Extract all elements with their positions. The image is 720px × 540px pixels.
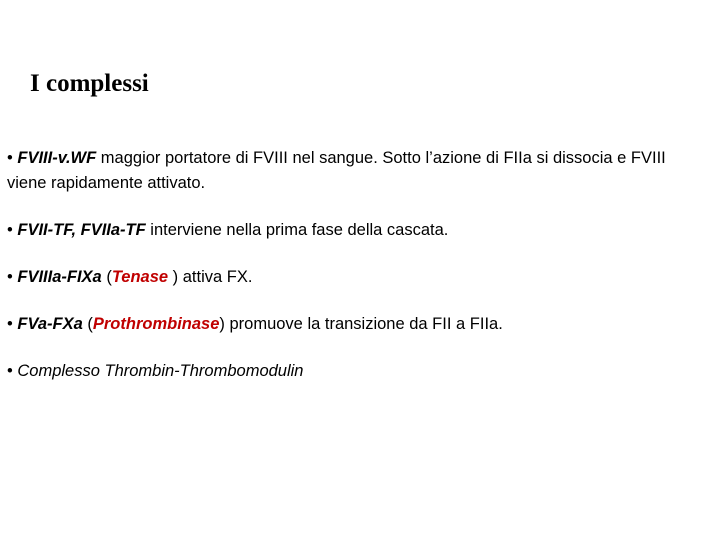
highlight-term: Prothrombinase (92, 315, 220, 333)
bullet-text: ) attiva FX. (168, 268, 253, 286)
bullet-term: FVa-FXa (17, 315, 83, 333)
bullet-marker: • (7, 315, 13, 333)
bullet-text: ) promuove la transizione da FII a FIIa. (219, 315, 503, 333)
slide-title: I complessi (30, 70, 149, 97)
bullet-list (7, 146, 707, 384)
bullet-text: Complesso Thrombin-Thrombomodulin (17, 362, 304, 380)
bullet-text: ( (101, 268, 112, 286)
bullet-marker: • (7, 268, 13, 286)
bullet-item (7, 265, 707, 290)
bullet-marker: • (7, 221, 13, 239)
bullet-text: ( (82, 315, 93, 333)
bullet-marker: • (7, 149, 13, 167)
highlight-term: Tenase (111, 268, 169, 286)
bullet-term: FVIIIa-FIXa (17, 268, 102, 286)
bullet-term: FVIII-v.WF (17, 149, 97, 167)
bullet-marker: • (7, 362, 13, 380)
bullet-text: interviene nella prima fase della cascata. (145, 221, 449, 239)
bullet-text: maggior portatore di FVIII nel sangue. Sotto l’azione di FIIa si dissocia e FVIII viene rapidamente attivato. (7, 149, 666, 192)
bullet-term: FVII-TF, FVIIa-TF (17, 221, 146, 239)
bullet-item (7, 146, 707, 196)
bullet-item (7, 359, 707, 384)
bullet-item (7, 312, 707, 337)
bullet-item (7, 218, 707, 243)
